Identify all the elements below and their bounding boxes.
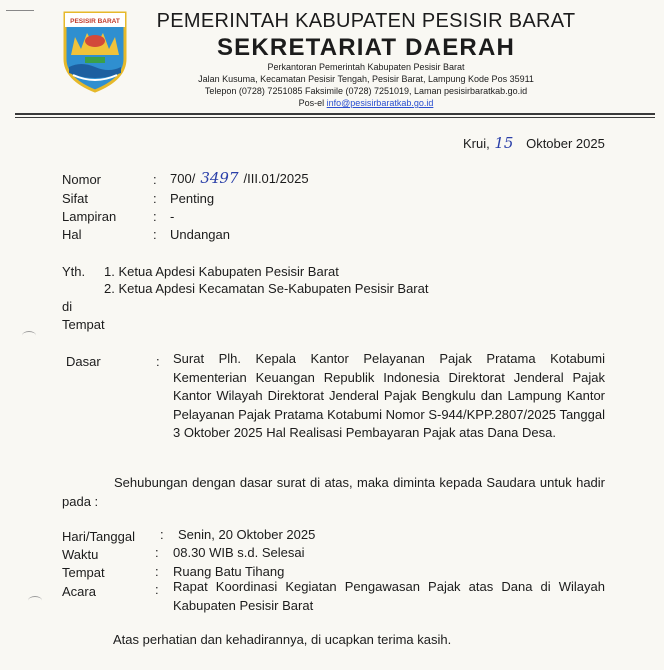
email-link[interactable]: info@pesisirbaratkab.go.id — [326, 98, 434, 108]
intro-paragraph: Sehubungan dengan dasar surat di atas, maka diminta kepada Saudara untuk hadir pada : — [62, 475, 605, 509]
email-label: Pos-el — [298, 98, 325, 108]
regency-logo — [61, 9, 129, 93]
meta-label-lampiran: Lampiran — [62, 209, 117, 224]
event-value-time: 08.30 WIB s.d. Selesai — [173, 545, 305, 560]
event-sep: : — [155, 545, 159, 560]
letter-date: Krui, 15 Oktober 2025 — [463, 134, 605, 152]
meta-sep: : — [153, 209, 157, 224]
contact-line: Telepon (0728) 7251085 Faksimile (0728) 7251019, Laman pesisirbaratkab.go.id — [204, 86, 528, 96]
event-value-day: Senin, 20 Oktober 2025 — [178, 527, 316, 542]
scan-mark — [6, 10, 34, 11]
closing-text: Atas perhatian dan kehadirannya, di ucapkan terima kasih. — [113, 632, 452, 647]
scan-edge-mark — [28, 596, 42, 605]
event-value-place: Ruang Batu Tihang — [173, 564, 285, 579]
address-line: Jalan Kusuma, Kecamatan Pesisir Tengah, Pesisir Barat, Lampung Kode Pos 35911 — [198, 74, 534, 84]
meta-value-sifat: Penting — [170, 191, 215, 206]
meta-value-hal: Undangan — [170, 227, 230, 242]
event-value-agenda: Rapat Koordinasi Kegiatan Pengawasan Pajak atas Dana di Wilayah Kabupaten Pesisir Barat — [173, 579, 605, 613]
event-label-day: Hari/Tanggal — [62, 529, 135, 544]
event-label-agenda: Acara — [62, 584, 96, 599]
scan-edge-mark — [22, 331, 36, 340]
meta-sep: : — [153, 191, 157, 206]
meta-label-hal: Hal — [62, 227, 82, 242]
dasar-text: Surat Plh. Kepala Kantor Pelayanan Pajak Pratama Kotabumi Kementerian Keuangan Republik Indonesia Direktorat Jenderal Pajak Kantor Wilayah Direktorat Jenderal Pajak Bengkulu dan Lampung Kantor Pelayanan Pajak Pratama Kotabumi Nomor S-944/KPP.2807/2025 Tanggal 3 Oktober 2025 Hal Realisasi Pembayaran Pajak atas Dana Desa. — [173, 351, 605, 440]
logo-caption: PESISIR BARAT — [70, 18, 120, 25]
meta-sep: : — [153, 172, 157, 187]
letterhead-rule — [15, 113, 655, 115]
office-title: SEKRETARIAT DAERAH — [216, 34, 516, 61]
letterhead-rule — [15, 117, 655, 118]
meta-value-nomor: 700/ 3497 /III.01/2025 — [170, 169, 309, 187]
recipient-item: 1. Ketua Apdesi Kabupaten Pesisir Barat — [104, 264, 339, 279]
meta-label-nomor: Nomor — [62, 172, 102, 187]
event-label-place: Tempat — [62, 565, 105, 580]
dasar-sep: : — [156, 354, 160, 369]
meta-value-lampiran: - — [170, 209, 175, 224]
meta-sep: : — [153, 227, 157, 242]
government-title: PEMERINTAH KABUPATEN PESISIR BARAT — [156, 10, 576, 32]
salutation-yth: Yth. — [62, 264, 86, 279]
recipient-place: Tempat — [62, 317, 105, 332]
recipient-item: 2. Ketua Apdesi Kecamatan Se-Kabupaten Pesisir Barat — [104, 281, 429, 296]
meta-label-sifat: Sifat — [62, 191, 89, 206]
event-sep: : — [160, 527, 164, 542]
event-label-time: Waktu — [62, 547, 99, 562]
recipient-di: di — [62, 299, 73, 314]
dasar-label: Dasar — [66, 354, 101, 369]
handwritten-number: 3497 — [200, 169, 239, 187]
event-sep: : — [155, 582, 159, 597]
email-line — [140, 98, 592, 109]
address-line: Perkantoran Pemerintah Kabupaten Pesisir Barat — [267, 62, 465, 72]
handwritten-day: 15 — [494, 134, 514, 152]
event-sep: : — [155, 564, 159, 579]
